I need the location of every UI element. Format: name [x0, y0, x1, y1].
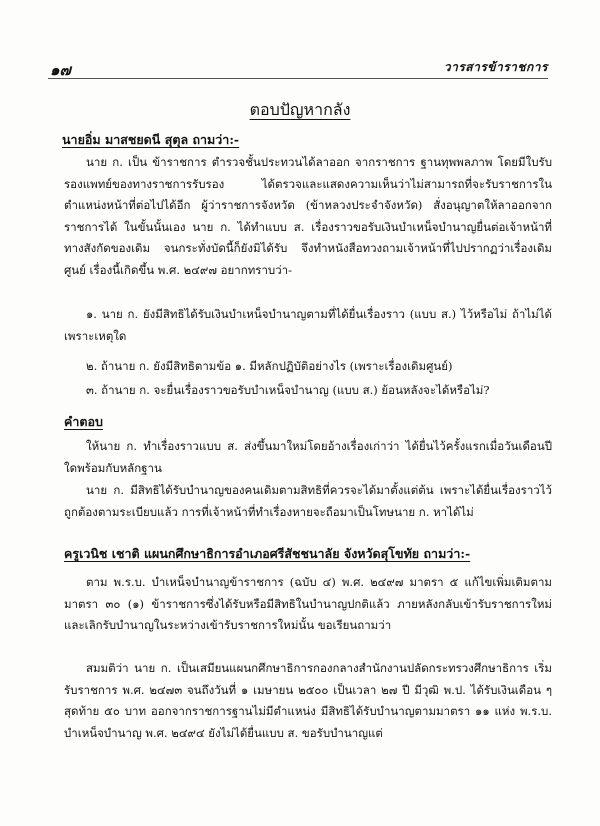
- question-1-asker: นายอิ่ม มาสชยดนี สุตุล ถามว่า:-: [62, 132, 240, 147]
- question-1-item-2: ๒. ถ้านาย ก. ยังมีสิทธิตามข้อ ๑. มีหลักปฏิบัติอย่างไร (เพราะเรื่องเดิมศูนย์): [86, 359, 453, 373]
- section-title: [0, 98, 600, 123]
- question-2-paragraph-2: สมมติว่า นาย ก. เป็นเสมียนแผนกศึกษาธิการกองกลางสำนักงานปลัดกระทรวงศึกษาธิการ เริ่มรับราชการ พ.ศ. ๒๔๗๓ จนถึงวันที่ ๑ เมษายน ๒๕๐๐ เป็นเวลา ๒๗ ปี มีวุฒิ พ.ป. ได้รับเงินเดือน ๆ สุดท้าย ๕๐ บาท ออกจากราชการฐานไม่มีตำแหน่ง มีสิทธิได้รับบำนาญตามมาตรา ๑๑ แห่ง พ.ร.บ. บำเหน็จบำนาญ พ.ศ. ๒๔๙๔ ยังไม่ได้ยื่นแบบ ส. ขอรับบำนาญแต่: [64, 661, 552, 740]
- question-1-item-1: ๑. นาย ก. ยังมีสิทธิได้รับเงินบำเหน็จบำนาญตามที่ได้ยื่นเรื่องราว (แบบ ส.) ไว้หรือไม่ ถ้าไม่ได้เพราะเหตุใด: [64, 307, 552, 343]
- question-2-asker: ครูเวนิช เชาติ แผนกศึกษาธิการอำเภอศรีสัชชนาลัย จังหวัดสุโขทัย ถามว่า:-: [64, 546, 471, 561]
- question-1-body: นาย ก. เป็น ข้าราชการ ตำรวจชั้นประทวนได้ลาออก จากราชการ ฐานทุพพลภาพ โดยมีใบรับรองแพทย์ของทางราชการรับรอง ได้ตรวจและแสดงความเห็นว่าไม่สามารถที่จะรับราชการในตำแหน่งหน้าที่ต่อไปได้อีก ผู้ว่าราชการจังหวัด (ข้าหลวงประจำจังหวัด) สั่งอนุญาตให้ลาออกจากราชการได้ ในขั้นนั้นเอง นาย ก. ได้ทำแบบ ส. เรื่องราวขอรับเงินบำเหน็จบำนาญยื่นต่อเจ้าหน้าที่ทางสังกัดของเดิม จนกระทั่งบัดนี้ก็ยังมิได้รับ จึงทำหนังสือทวงถามเจ้าหน้าที่ไปปรากฏว่าเรื่องเดิมศูนย์ เรื่องนี้เกิดขึ้น พ.ศ. ๒๔๙๗ อยากทราบว่า-: [64, 155, 552, 277]
- answer-1-label: คำตอบ: [64, 414, 103, 429]
- answer-1-paragraph-1: ให้นาย ก. ทำเรื่องราวแบบ ส. ส่งขึ้นมาใหม่โดยอ้างเรื่องเก่าว่า ได้ยื่นไว้ครั้งแรกเมื่อวันเดือนปีใดพร้อมกับหลักฐาน: [64, 439, 552, 475]
- header-rule: [48, 78, 548, 79]
- section-title-text: ตอบปัญหากลัง: [249, 100, 351, 119]
- question-1-item-3: ๓. ถ้านาย ก. จะยื่นเรื่องราวขอรับบำเหน็จบำนาญ (แบบ ส.) ย้อนหลังจะได้หรือไม่?: [86, 383, 490, 397]
- page-number: ๑๗: [50, 61, 71, 79]
- question-2-paragraph-1: ตาม พ.ร.บ. บำเหน็จบำนาญข้าราชการ (ฉบับ ๔) พ.ศ. ๒๔๙๗ มาตรา ๕ แก้ไขเพิ่มเติมตามมาตรา ๓๐ (๑) ข้าราชการซึ่งได้รับหรือมีสิทธิในบำนาญปกติแล้ว ภายหลังกลับเข้ารับราชการใหม่ และเลิกรับบำนาญในระหว่างเข้ารับราชการใหม่นั้น ขอเรียนถามว่า: [64, 575, 552, 633]
- answer-1-paragraph-2: นาย ก. มีสิทธิได้รับบำนาญของคนเดิมตามสิทธิที่ควรจะได้มาตั้งแต่ต้น เพราะได้ยื่นเรื่องราวไว้ถูกต้องตามระเบียบแล้ว การที่เจ้าหน้าที่ทำเรื่องหายจะถือมาเป็นโทษนาย ก. หาได้ไม่: [64, 483, 552, 519]
- journal-title: วารสารข้าราชการ: [443, 60, 548, 74]
